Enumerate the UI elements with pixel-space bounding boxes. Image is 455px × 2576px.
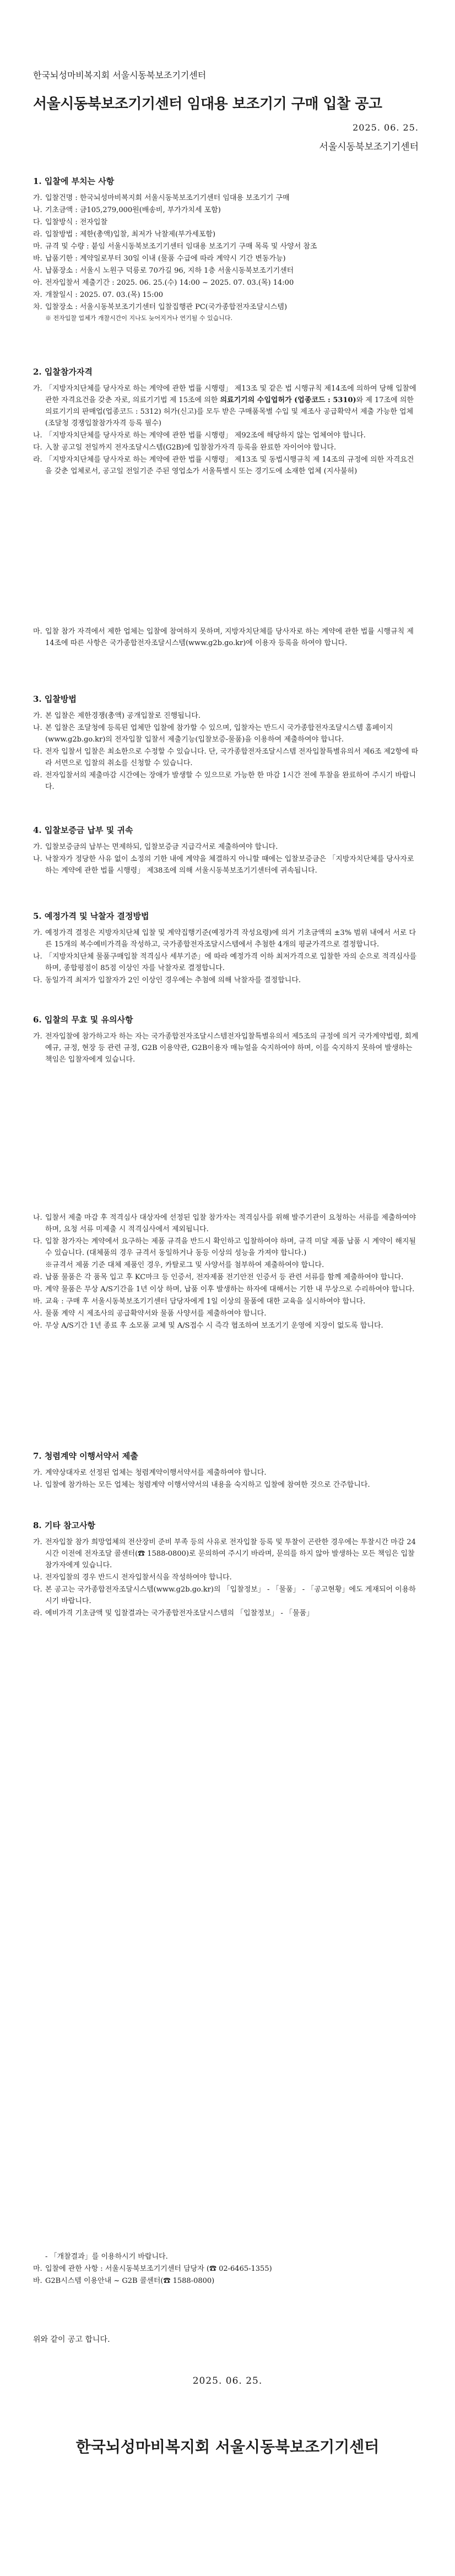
list-item — [33, 2251, 419, 2263]
section-eligibility — [33, 366, 419, 478]
item-marker: 다. — [33, 1585, 42, 1594]
list-item — [33, 192, 419, 204]
section-heading: 7. 청렴계약 이행서약서 제출 — [33, 1451, 138, 1461]
item-marker: 나. — [33, 1214, 42, 1222]
item-text: 전자입찰서 제출기간 : 2025. 06. 25.(수) 14:00 ~ 2025. 07. 03.(목) 14:00 — [45, 279, 294, 287]
item-marker: 사. — [33, 267, 42, 275]
list-item — [33, 454, 419, 477]
list-item — [33, 1308, 419, 1319]
item-list — [33, 710, 419, 793]
item-text: 본 공고는 국가종합전자조달시스템(www.g2b.go.kr)의 「입찰정보」 - 「물품」 - 「공고현황」에도 게재되어 이용하시기 바랍니다. — [45, 1585, 416, 1605]
list-item — [33, 442, 419, 453]
item-marker: 다. — [33, 443, 42, 452]
item-text: 전자입찰에 참가하고자 하는 자는 국가종합전자조달시스템전자입찰특별유의서 제5조의 규정에 의거 국가계약법령, 회계예규, 규정, 현장 등 관련 규정, G2B 이용약관, G2B이용자 매뉴얼을 숙지하여야 하며, 이를 숙지하지 못하여 발생하는 책임은 입찰자에게 있습니다. — [45, 1032, 419, 1064]
item-marker: 나. — [33, 1481, 42, 1489]
list-item — [33, 770, 419, 793]
item-text: 전자입찰 참가 희망업체의 전산장비 준비 부족 등의 사유로 전자입찰 등록 및 투찰이 곤란한 경우에는 투찰시간 마감 24시간 이전에 전자조달 콜센터(☎ 1588-0800)로 문의하여 주시기 바라며, 문의를 하지 않아 발생하는 모든 책임은 입찰 참가자에게 있습니다. — [45, 1538, 416, 1570]
item-text: 입찰건명 : 한국뇌성마비복지회 서울시동북보조기기센터 임대용 보조기기 구매 — [45, 194, 290, 202]
list-item — [33, 722, 419, 745]
item-text: 「지방자치단체를 당사자로 하는 계약에 관한 법률 시행령」 제92조에 해당하지 않는 업체여야 합니다. — [45, 431, 366, 440]
item-text: 예비가격 기초금액 및 입찰결과는 국가종합전자조달시스템의 「입찰정보」 - 「물품」 — [45, 1609, 314, 1617]
list-item — [33, 1536, 419, 1571]
item-marker: 나. — [33, 724, 42, 732]
list-item — [33, 241, 419, 252]
item-text: 계약상대자로 선정된 업체는 청렴계약이행서약서를 제출하여야 합니다. — [45, 1469, 267, 1477]
list-item — [33, 841, 419, 853]
item-marker: 가. — [33, 194, 42, 202]
item-text: 전자입찰서의 제출마감 시간에는 장애가 발생할 수 있으므로 가능한 한 마감 1시간 전에 투찰을 완료하여 주시기 바랍니다. — [45, 771, 416, 791]
list-item — [33, 1467, 419, 1479]
item-text: 개찰일시 : 2025. 07. 03.(목) 15:00 — [45, 291, 164, 299]
item-marker: 나. — [33, 1573, 42, 1582]
item-text: ※규격서 제품 기준 대체 제품인 경우, 카탈로그 및 사양서를 첨부하여 제출하여야 합니다. — [45, 1261, 324, 1269]
item-marker: 차. — [33, 303, 42, 311]
item-marker: 다. — [33, 1237, 42, 1246]
list-item — [33, 301, 419, 313]
page-title: 서울시동북보조기기센터 임대용 보조기기 구매 입찰 공고 — [33, 96, 382, 112]
item-marker: 다. — [33, 748, 42, 756]
item-text: G2B시스템 이용안내 ~ G2B 콜센터(☎ 1588-0800) — [45, 2277, 215, 2285]
item-text: 입찰방법 : 제한(총액)입찰, 최저가 낙찰제(부가세포함) — [45, 230, 216, 239]
item-text: 무상 A/S기간 1년 종료 후 소모품 교체 및 A/S접수 시 즉각 협조하여 보조기기 운영에 지장이 없도록 합니다. — [45, 1322, 383, 1330]
item-marker: 라. — [33, 1273, 42, 1281]
section-heading: 3. 입찰방법 — [33, 694, 77, 704]
header-org: 한국뇌성마비복지회 서울시동북보조기기센터 — [33, 70, 207, 80]
list-item — [33, 204, 419, 216]
list-item — [33, 1479, 419, 1491]
closing-text: 위와 같이 공고 합니다. — [33, 2335, 110, 2344]
list-item — [33, 1236, 419, 1259]
item-text: 「지방자치단체 물품구매입찰 적격심사 세부기준」에 따라 예정가격 이하 최저가격으로 입찰한 자의 순으로 적격심사를 하며, 종합평점이 85점 이상인 자를 낙찰자로 결정합니다. — [45, 953, 417, 972]
item-text: 낙찰자가 정당한 사유 없이 소정의 기한 내에 계약을 체결하지 아니할 때에는 입찰보증금은 「지방자치단체를 당사자로 하는 계약에 관한 법률 시행령」 제38조에 의해 서울시동북보조기기센터에 귀속됩니다. — [45, 855, 414, 875]
item-marker: 자. — [33, 291, 42, 299]
section-integrity — [33, 1450, 419, 1491]
item-marker: 바. — [33, 2277, 42, 2285]
item-text-part: 「지방자치단체를 당사자로 하는 계약에 관한 법률 시행령」 제13조 및 같은 법 시행규칙 제14조에 의하여 당해 입찰에 관한 자격요건을 갖춘 자로, 의료기기법 제 15조에 의한 — [45, 385, 416, 404]
list-item — [33, 746, 419, 769]
header-issuer: 서울시동북보조기기센터 — [319, 142, 419, 153]
item-marker: 나. — [33, 953, 42, 961]
list-item — [33, 1608, 419, 1619]
list-item — [33, 2263, 419, 2275]
item-text: 입찰에 관한 사항 : 서울시동북보조기기센터 담당자 (☎ 02-6465-1355) — [45, 2265, 272, 2273]
item-marker: 라. — [33, 1609, 42, 1617]
item-marker: 아. — [33, 279, 42, 287]
item-marker: 가. — [33, 843, 42, 851]
list-item — [33, 1259, 419, 1271]
list-item — [33, 1296, 419, 1307]
list-item — [33, 951, 419, 974]
item-list — [33, 1467, 419, 1491]
item-list — [33, 1536, 419, 1619]
list-item — [33, 1572, 419, 1583]
item-text: 입찰방식 : 전자입찰 — [45, 218, 108, 226]
item-text: 교육 : 구매 후 서울시동북보조기기센터 담당자에게 1일 이상의 물품에 대한 교육을 실시하여야 합니다. — [45, 1297, 366, 1306]
item-text: 본 입찰은 제한경쟁(총액) 공개입찰로 진행됩니다. — [45, 712, 201, 720]
item-marker: 사. — [33, 1309, 42, 1318]
item-marker: 나. — [33, 431, 42, 440]
list-item — [33, 217, 419, 228]
item-text: 기초금액 : 금105,279,000원(배송비, 부가가치세 포함) — [45, 206, 221, 214]
item-text: 납품 물품은 각 품목 입고 후 KC마크 등 인증서, 전자제품 전기안전 인증서 등 관련 서류를 함께 제출하여야 합니다. — [45, 1273, 404, 1281]
item-marker: 바. — [33, 1297, 42, 1306]
list-item — [33, 430, 419, 441]
item-marker: 마. — [33, 2265, 42, 2273]
section-other — [33, 1519, 419, 1620]
item-list — [33, 927, 419, 986]
item-marker: 나. — [33, 855, 42, 863]
section-bid-method — [33, 693, 419, 793]
item-list — [33, 626, 419, 649]
item-text: 「지방자치단체를 당사자로 하는 계약에 관한 법률 시행령」 제13조 및 동법시행규칙 제 14조의 규정에 의한 자격요건을 갖춘 업체로서, 공고일 전일기준 주된 영업소가 서울특별시 또는 경기도에 소재한 업체 (지사불허) — [45, 456, 414, 475]
list-item — [33, 229, 419, 240]
list-item — [33, 1212, 419, 1235]
item-text: 납품기한 : 계약일로부터 30일 이내 (물품 수급에 따라 계약시 기간 변동가능) — [45, 255, 286, 263]
item-marker: 마. — [33, 242, 42, 251]
item-marker: 가. — [33, 712, 42, 720]
item-marker: 가. — [33, 385, 42, 393]
item-text: 계약 물품은 무상 A/S기간을 1년 이상 하며, 납품 이후 발생하는 하자에 대해서는 기한 내 무상으로 수리하여야 합니다. — [45, 1285, 415, 1294]
list-item — [33, 2275, 419, 2287]
item-text: 입찰장소 : 서울시동북보조기기센터 입찰집행관 PC(국가종합전자조달시스템) — [45, 303, 288, 311]
item-marker: 라. — [33, 771, 42, 780]
section-invalid-notes — [33, 1014, 419, 1066]
item-text-part: 와 제 17조에 의한 의료기기의 판매업(업종코드 : 5312) 허가(신고)를 모두 받은 구매품목별 수입 및 제조사 공급확약서 제출 가능한 업체(조달청 경쟁입찰참가자격 등록 필수) — [45, 396, 414, 427]
section-invalid-notes-cont — [33, 1212, 419, 1332]
item-text: 규격 및 수량 : 붙임 서울시동북보조기기센터 임대용 보조기기 구매 목록 및 사양서 참조 — [45, 242, 317, 251]
section-heading: 6. 입찰의 무효 및 유의사항 — [33, 1015, 133, 1025]
item-text: 入찰 공고일 전일까지 전자조달시스템(G2B)에 입찰참가자격 등록을 완료한 자이어야 합니다. — [45, 443, 337, 452]
item-marker: 마. — [33, 627, 42, 636]
item-marker: 가. — [33, 1032, 42, 1041]
item-marker: 바. — [33, 255, 42, 263]
header-date: 2025. 06. 25. — [353, 122, 419, 133]
list-item — [33, 1271, 419, 1283]
item-list — [33, 841, 419, 876]
section-heading: 2. 입찰참가자격 — [33, 367, 93, 377]
item-list — [33, 1212, 419, 1332]
item-text: 입찰서 제출 마감 후 적격심사 대상자에 선정된 입찰 참가자는 적격심사를 위해 발주기관이 요청하는 서류를 제출하여야 하며, 요청 서류 미제출 시 적격심사에서 제외됩니다. — [45, 1214, 416, 1233]
item-text: 물품 계약 시 제조사의 공급확약서와 물품 사양서를 제출하여야 합니다. — [45, 1309, 267, 1318]
item-list — [33, 1031, 419, 1065]
item-text: 납품장소 : 서울시 노원구 덕릉로 70가길 96, 지하 1층 서울시동북보조기기센터 — [45, 267, 294, 275]
section-bid-items — [33, 175, 419, 323]
item-marker: 라. — [33, 456, 42, 464]
list-item — [33, 1320, 419, 1332]
section-heading: 4. 입찰보증금 납부 및 귀속 — [33, 825, 133, 835]
item-marker: 다. — [33, 218, 42, 226]
list-item — [33, 289, 419, 301]
list-item — [33, 710, 419, 722]
list-item — [33, 853, 419, 876]
list-item — [33, 277, 419, 289]
item-marker: 가. — [33, 929, 42, 937]
item-text: 전자입찰의 경우 반드시 전자입찰서식을 작성하여야 합니다. — [45, 1573, 232, 1582]
item-marker: 라. — [33, 230, 42, 239]
list-item — [33, 927, 419, 950]
item-marker — [33, 1259, 45, 1271]
item-text: 입찰에 참가하는 모든 업체는 청렴계약 이행서약서의 내용을 숙지하고 입찰에 참여한 것으로 간주합니다. — [45, 1481, 370, 1489]
item-text: 본 입찰은 조달청에 등록된 업체만 입찰에 참가할 수 있으며, 입찰자는 반드시 국가종합전자조달시스템 홈페이지(www.g2b.go.kr)의 전자입찰 입찰서 제출기능(입찰보증-물품)을 이용하여 제출하여야 합니다. — [45, 724, 393, 744]
section-eligibility-cont — [33, 626, 419, 650]
list-item — [33, 626, 419, 649]
list-item — [33, 383, 419, 429]
item-text: - 「개찰결과」를 이용하시기 바랍니다. — [45, 2253, 168, 2261]
section-price-decision — [33, 910, 419, 987]
section-heading: 5. 예정가격 및 낙찰자 결정방법 — [33, 911, 149, 921]
item-text — [45, 383, 419, 429]
section-other-cont — [33, 2251, 419, 2287]
note: ※ 전자입찰 업체가 개찰시간이 지나도 늦어지거나 연기될 수 있습니다. — [45, 315, 232, 322]
item-text: 입찰보증금의 납부는 면제하되, 입찰보증금 지급각서로 제출하여야 합니다. — [45, 843, 278, 851]
item-marker: 가. — [33, 1538, 42, 1546]
section-heading: 1. 입찰에 부치는 사항 — [33, 176, 115, 186]
footer-date: 2025. 06. 25. — [192, 2375, 263, 2386]
item-marker — [33, 2251, 45, 2263]
item-text-emphasis: 의료기기의 수입업허가 (업종코드 : 5310) — [220, 396, 356, 404]
item-text: 동일가격 최저가 입찰자가 2인 이상인 경우에는 추첨에 의해 낙찰자를 결정합니다. — [45, 976, 301, 984]
item-marker: 아. — [33, 1322, 42, 1330]
item-marker: 마. — [33, 1285, 42, 1294]
list-item — [33, 1584, 419, 1607]
section-deposit — [33, 824, 419, 877]
item-marker: 다. — [33, 976, 42, 984]
footer-org: 한국뇌성마비복지회 서울시동북보조기기센터 — [75, 2438, 380, 2456]
item-list — [33, 192, 419, 313]
item-text: 예정가격 결정은 지방자치단체 입찰 및 계약집행기준(예정가격 작성요령)에 의거 기초금액의 ±3% 범위 내에서 서로 다른 15개의 복수예비가격을 작성하고, 국가종합전자조달시스템에서 추첨한 4개의 평균가격으로 결정합니다. — [45, 929, 416, 949]
list-item — [33, 975, 419, 986]
item-text: 입찰 참가자는 계약에서 요구하는 제품 규격을 반드시 확인하고 입찰하여야 하며, 규격 미달 제품 납품 시 계약이 해지될 수 있습니다. (대체품의 경우 규격서 동일하거나 동등 이상의 성능을 가져야 합니다.) — [45, 1237, 416, 1257]
item-marker: 가. — [33, 1469, 42, 1477]
item-text: 전자 입찰서 입찰은 최소한으로 수정할 수 있습니다. 단, 국가종합전자조달시스템 전자입찰특별유의서 제6조 제2항에 따라 서면으로 입찰의 취소를 신청할 수 있습니다. — [45, 748, 419, 767]
item-marker: 나. — [33, 206, 42, 214]
list-item — [33, 253, 419, 264]
item-text: 입찰 참가 자격에서 제한 업체는 입찰에 참여하지 못하며, 지방자치단체를 당사자로 하는 계약에 관한 법률 시행규칙 제14조에 따른 사항은 국가종합전자조달시스템(www.g2b.go.kr)에 이용자 등록을 하여야 합니다. — [45, 627, 414, 647]
list-item — [33, 1284, 419, 1295]
item-list — [33, 2251, 419, 2287]
section-heading: 8. 기타 참고사항 — [33, 1520, 96, 1530]
list-item — [33, 1031, 419, 1065]
list-item — [33, 265, 419, 277]
